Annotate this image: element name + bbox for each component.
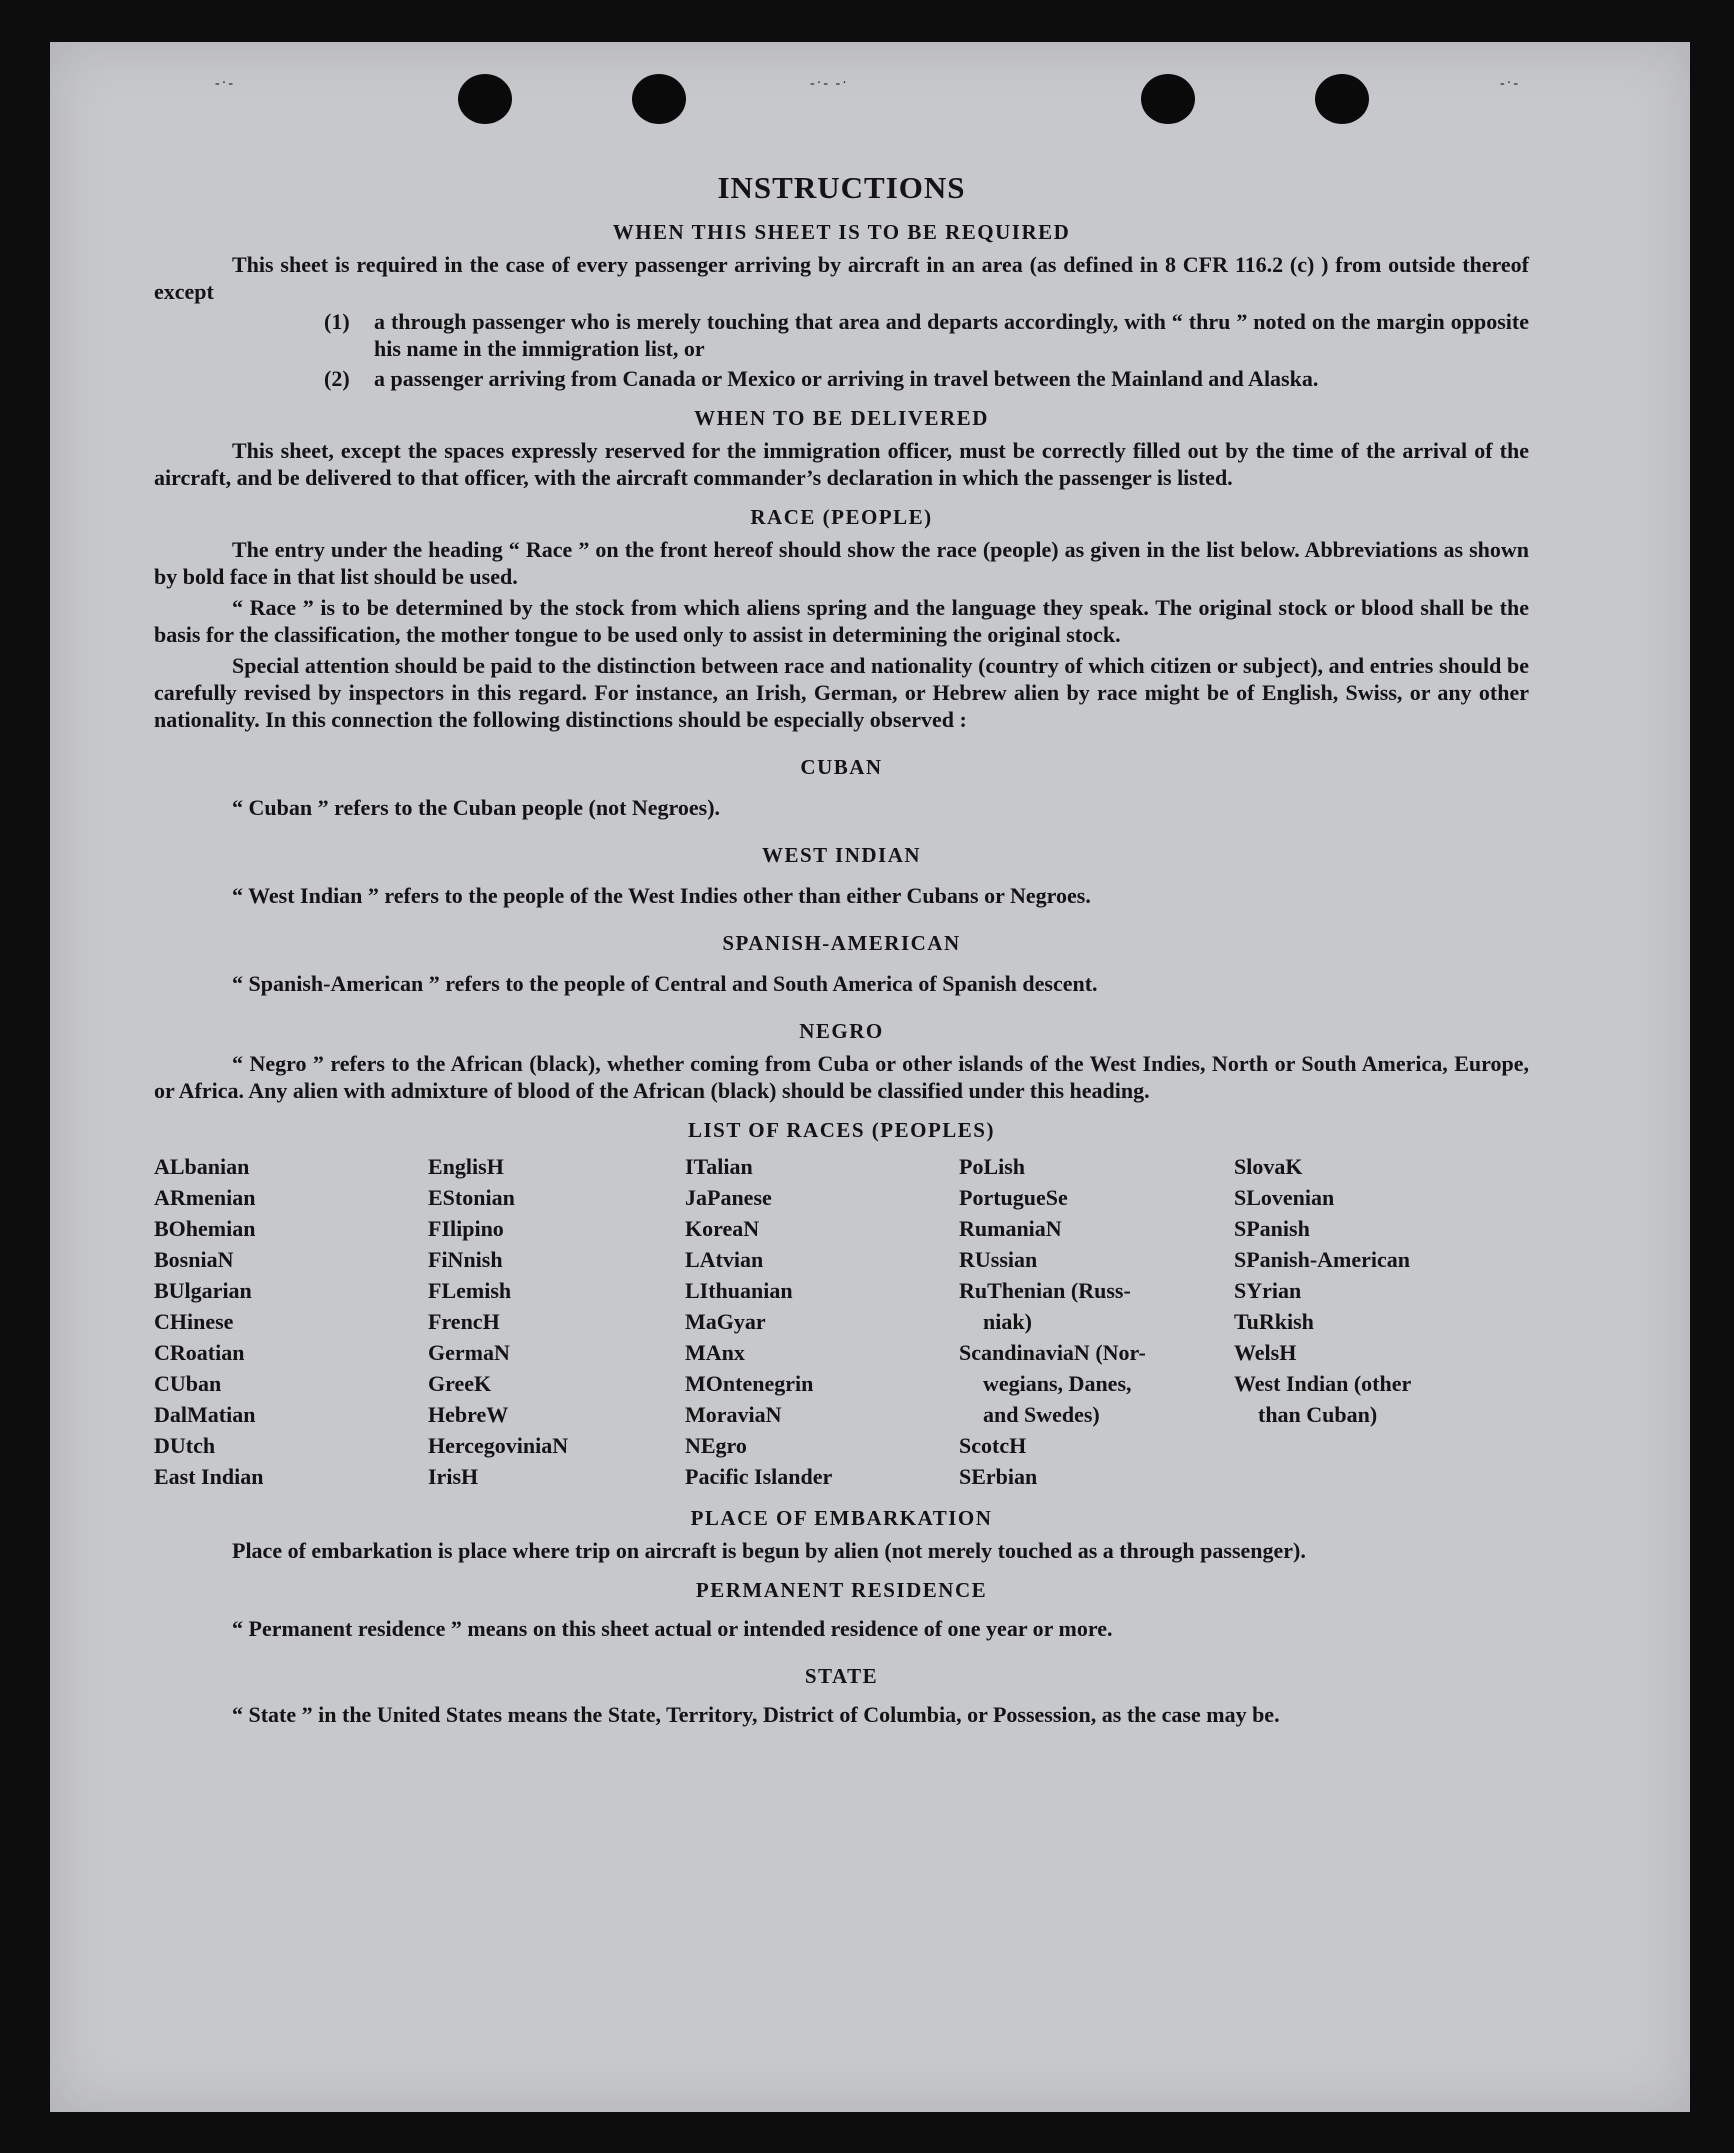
race-entry: FLemish: [428, 1278, 512, 1303]
race-entry: MOntenegrin: [685, 1371, 814, 1396]
section-heading-state: STATE: [804, 1664, 879, 1688]
punch-hole: [632, 74, 686, 124]
race-entry: NEgro: [685, 1433, 747, 1458]
race-list: [154, 1151, 1529, 1492]
race-entry: TuRkish: [1234, 1309, 1314, 1334]
race-entry: BOhemian: [154, 1216, 256, 1241]
race-entry: ALbanian: [154, 1154, 250, 1179]
race-entry: SLovenian: [1234, 1185, 1335, 1210]
race-entry: SPanish-American: [1234, 1247, 1410, 1272]
section-heading-embarkation: PLACE OF EMBARKATION: [690, 1506, 993, 1530]
race-entry: JaPanese: [685, 1185, 772, 1210]
race-entry: niak): [983, 1309, 1032, 1334]
race-entry: CHinese: [154, 1309, 234, 1334]
punch-hole: [458, 74, 512, 124]
race-entry: SYrian: [1234, 1278, 1302, 1303]
race-entry: DUtch: [154, 1433, 216, 1458]
race-entry: FiNnish: [428, 1247, 503, 1272]
section-heading-west-indian: WEST INDIAN: [761, 843, 922, 867]
race-entry: Pacific Islander: [685, 1464, 833, 1489]
race-entry: SlovaK: [1234, 1154, 1303, 1179]
punch-hole: [1315, 74, 1369, 124]
item-text: a passenger arriving from Canada or Mexico or arriving in travel between the Mainland and Alaska.: [374, 366, 1319, 391]
race-entry: MAnx: [685, 1340, 745, 1365]
when-delivered-text: This sheet, except the spaces expressly reserved for the immigration officer, must be correctly filled out by the time of the arrival of the aircraft, and be delivered to that officer, with the aircraft commander’s declaration in which the passenger is listed.: [154, 438, 1529, 490]
section-heading-when-required: WHEN THIS SHEET IS TO BE REQUIRED: [612, 220, 1071, 244]
race-entry: KoreaN: [685, 1216, 760, 1241]
race-entry: RuThenian (Russ-: [959, 1278, 1131, 1303]
embarkation-text: Place of embarkation is place where trip on aircraft is begun by alien (not merely touched as a through passenger).: [232, 1538, 1306, 1563]
list-item: [154, 308, 1529, 362]
section-heading-negro: NEGRO: [799, 1019, 884, 1043]
section-heading-spanish-american: SPANISH-AMERICAN: [722, 931, 961, 955]
page-title: INSTRUCTIONS: [717, 170, 966, 205]
section-heading-race: RACE (PEOPLE): [750, 505, 933, 529]
race-paragraph: Special attention should be paid to the distinction between race and nationality (country of which citizen or subject), and entries should be carefully revised by inspectors in this regard. For instance, an Irish, German, or Hebrew alien by race might be of English, Swiss, or any other nationality. In this connection the following distinctions should be especially observed :: [154, 653, 1529, 732]
race-entry: West Indian (other: [1234, 1371, 1412, 1396]
race-entry: ScotcH: [959, 1433, 1027, 1458]
race-entry: HercegoviniaN: [428, 1433, 569, 1458]
race-entry: BosniaN: [154, 1247, 234, 1272]
race-entry: PoLish: [959, 1154, 1026, 1179]
west-indian-text: “ West Indian ” refers to the people of the West Indies other than either Cubans or Negroes.: [232, 883, 1091, 908]
race-entry: ARmenian: [154, 1185, 256, 1210]
race-column: [959, 1151, 1234, 1492]
race-entry: ScandinaviaN (Nor-: [959, 1340, 1146, 1365]
edge-mark: -·-: [215, 76, 235, 91]
race-paragraph: The entry under the heading “ Race ” on the front hereof should show the race (people) as given in the list below. Abbreviations as shown by bold face in that list should be used.: [154, 537, 1529, 589]
race-entry: than Cuban): [1258, 1402, 1378, 1427]
race-entry: FIlipino: [428, 1216, 504, 1241]
race-entry: SPanish: [1234, 1216, 1310, 1241]
negro-text: “ Negro ” refers to the African (black), whether coming from Cuba or other islands of the West Indies, North or South America, Europe, or Africa. Any alien with admixture of blood of the African (black) should be classified under this heading.: [154, 1051, 1529, 1103]
race-entry: IrisH: [428, 1464, 479, 1489]
race-entry: GermaN: [428, 1340, 510, 1365]
instructions-content: [154, 130, 1529, 1728]
punch-hole: [1141, 74, 1195, 124]
race-entry: HebreW: [428, 1402, 509, 1427]
race-column: [154, 1151, 428, 1492]
race-entry: LAtvian: [685, 1247, 764, 1272]
race-entry: CRoatian: [154, 1340, 245, 1365]
race-column: [428, 1151, 685, 1492]
race-entry: East Indian: [154, 1464, 264, 1489]
race-entry: wegians, Danes,: [983, 1371, 1132, 1396]
state-text: “ State ” in the United States means the State, Territory, District of Columbia, or Possession, as the case may be.: [232, 1702, 1280, 1727]
race-column: [685, 1151, 959, 1492]
item-number: (2): [324, 366, 350, 391]
race-entry: and Swedes): [983, 1402, 1100, 1427]
section-heading-when-delivered: WHEN TO BE DELIVERED: [694, 406, 989, 430]
edge-mark: -·-: [1500, 76, 1520, 91]
race-entry: PortugueSe: [959, 1185, 1068, 1210]
when-required-intro: This sheet is required in the case of every passenger arriving by aircraft in an area (as defined in 8 CFR 116.2 (c) ) from outside thereof except: [154, 252, 1529, 304]
section-heading-permanent-residence: PERMANENT RESIDENCE: [695, 1578, 988, 1602]
cuban-text: “ Cuban ” refers to the Cuban people (not Negroes).: [232, 795, 721, 820]
item-number: (1): [324, 309, 350, 334]
race-entry: WelsH: [1234, 1340, 1297, 1365]
edge-mark: -·- -·: [810, 76, 849, 91]
race-entry: EnglisH: [428, 1154, 504, 1179]
race-entry: FrencH: [428, 1309, 500, 1334]
race-paragraph: “ Race ” is to be determined by the stock from which aliens spring and the language they speak. The original stock or blood shall be the basis for the classification, the mother tongue to be used only to assist in determining the original stock.: [154, 595, 1529, 647]
race-entry: SErbian: [959, 1464, 1038, 1489]
race-entry: CUban: [154, 1371, 222, 1396]
race-entry: ITalian: [685, 1154, 753, 1179]
race-entry: GreeK: [428, 1371, 492, 1396]
list-item: [154, 365, 1529, 392]
race-entry: RumaniaN: [959, 1216, 1062, 1241]
item-text: a through passenger who is merely touching that area and departs accordingly, with “ thru ” noted on the margin opposite his name in the immigration list, or: [374, 309, 1529, 361]
residence-text: “ Permanent residence ” means on this sheet actual or intended residence of one year or more.: [232, 1616, 1113, 1641]
section-heading-list-of-races: LIST OF RACES (PEOPLES): [688, 1118, 995, 1142]
race-entry: RUssian: [959, 1247, 1038, 1272]
race-entry: BUlgarian: [154, 1278, 252, 1303]
section-heading-cuban: CUBAN: [800, 755, 883, 779]
race-column: [1234, 1151, 1529, 1492]
race-entry: MoraviaN: [685, 1402, 782, 1427]
race-entry: MaGyar: [685, 1309, 766, 1334]
spanish-american-text: “ Spanish-American ” refers to the people of Central and South America of Spanish descent.: [232, 971, 1098, 996]
race-entry: EStonian: [428, 1185, 515, 1210]
race-entry: DalMatian: [154, 1402, 256, 1427]
race-entry: LIthuanian: [685, 1278, 793, 1303]
